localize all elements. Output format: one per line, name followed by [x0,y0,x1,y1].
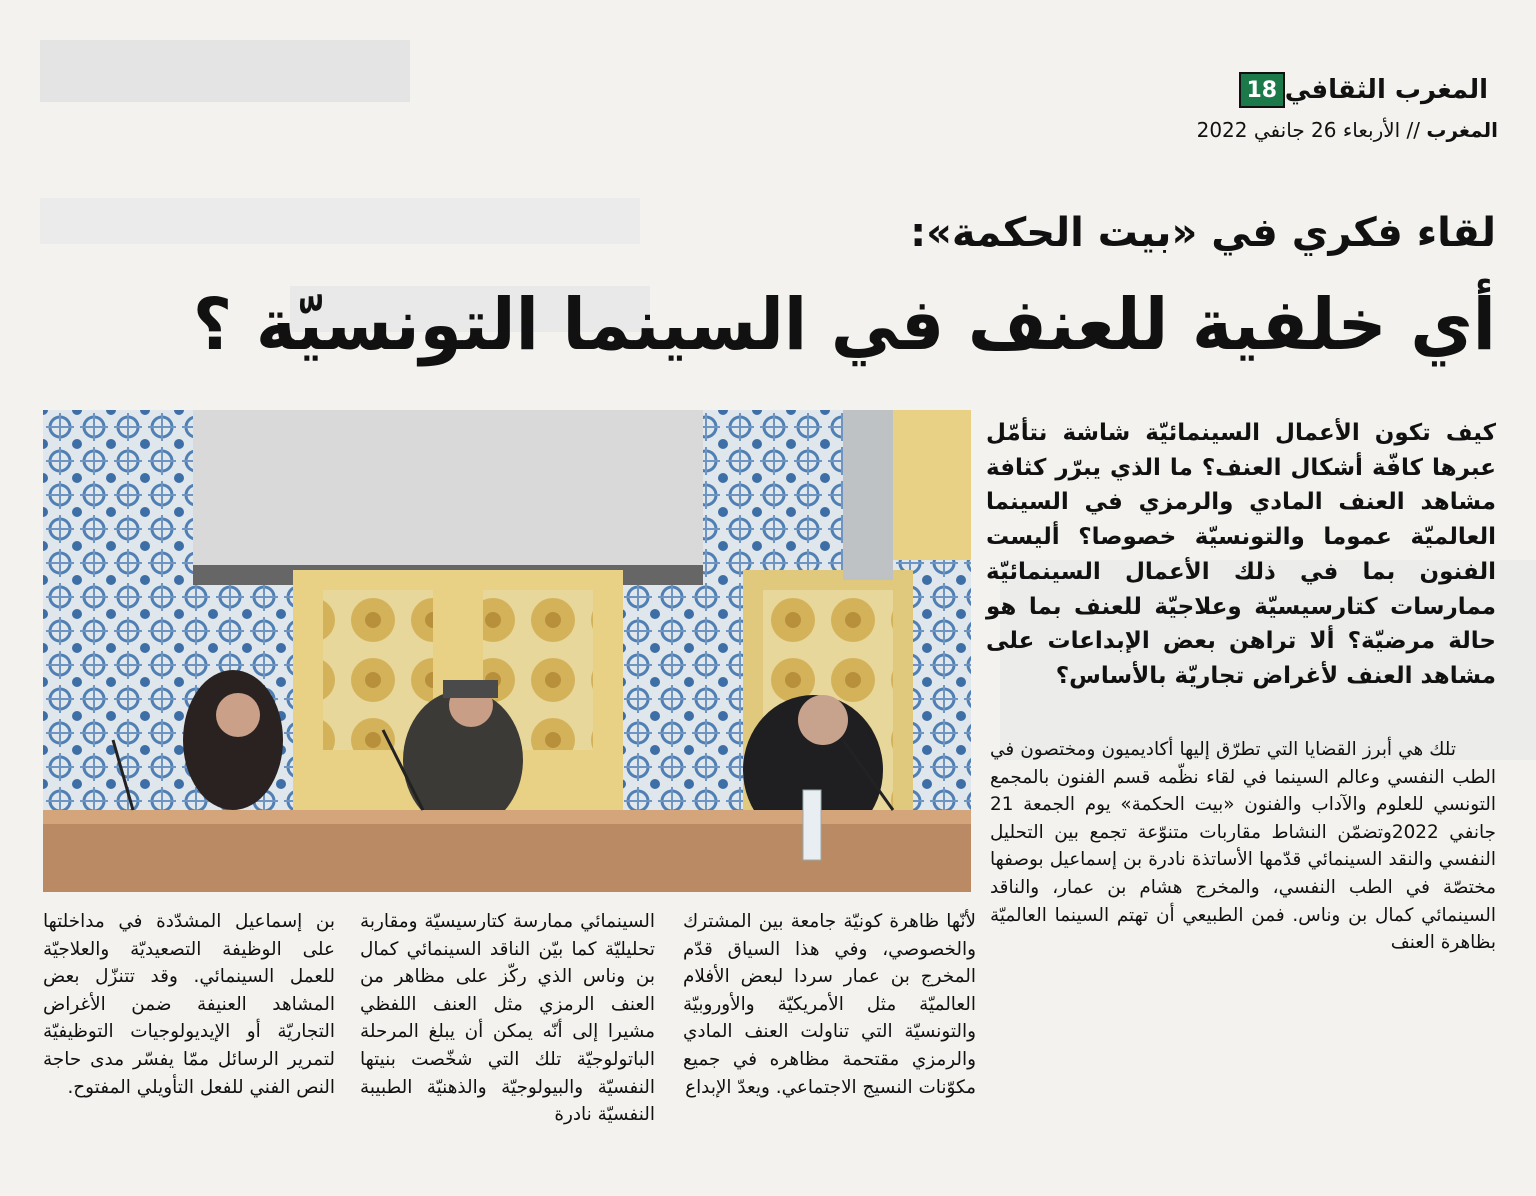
bleed-through-block [40,40,410,102]
section-title: المغرب الثقافي [1284,75,1488,105]
page-header [1239,72,1498,108]
article-kicker: لقاء فكري في «بيت الحكمة»: [910,210,1496,256]
column-3-text: السينمائي ممارسة كتارسيسيّة ومقاربة تحليليّة كما بيّن الناقد السينمائي كمال بن وناس الذي ركّز على مظاهر من العنف الرمزي مثل العنف اللفظي مشيرا إلى أنّه يمكن أن يبلغ المرحلة الباتولوجيّة تلك التي شخّصت بنيتها النفسيّة والبيولوجيّة والذهنيّة الطبيبة النفسيّة نادرة [360,911,655,1126]
dateline [1197,118,1498,142]
article-headline: أي خلفية للعنف في السينما التونسيّة ؟ [192,284,1496,367]
page-number-badge: 18 [1239,72,1285,108]
paper-name: المغرب [1426,118,1498,142]
column-4-text: بن إسماعيل المشدّدة في مداخلتها على الوظيفة التصعيديّة والعلاجيّة للعمل السينمائي. وقد تتنزّل بعض المشاهد العنيفة ضمن الأغراض التجاريّة أو الإيديولوجيات التوظيفيّة لتمرير الرسائل ممّا يفسّر مدى حاجة النص الفني للفعل التأويلي المفتوح. [43,911,335,1098]
conference-photo-illustration [43,410,971,892]
article-column-1 [990,736,1496,957]
article-photo [43,410,971,892]
article-column-2 [683,908,976,1101]
article-lead: كيف تكون الأعمال السينمائيّة شاشة نتأمّل عبرها كافّة أشكال العنف؟ ما الذي يبرّر كثافة مشاهد العنف المادي والرمزي في السينما العالميّة عموما والتونسيّة خصوصا؟ أليست الفنون بما في ذلك الأعمال السينمائيّة ممارسات كتارسيسيّة وعلاجيّة للعنف بما هو حالة مرضيّة؟ ألا تراهن بعض الإبداعات على مشاهد العنف لأغراض تجاريّة بالأساس؟ [986,420,1496,689]
issue-date: // الأربعاء 26 جانفي 2022 [1196,118,1421,142]
column-1-text: تلك هي أبرز القضايا التي تطرّق إليها أكاديميون ومختصون في الطب النفسي وعالم السينما في لقاء نظّمه قسم الفنون بالمجمع التونسي للعلوم والآداب والفنون «بيت الحكمة» يوم الجمعة 21 جانفي 2022وتضمّن النشاط مقاربات متنوّعة تجمع بين التحليل النفسي والنقد السينمائي قدّمها الأساتذة نادرة بن إسماعيل بوصفها مختصّة في الطب النفسي، والمخرج هشام بن عمار، والناقد السينمائي كمال بن وناس. فمن الطبيعي أن تهتم السينما العالميّة بظاهرة العنف [990,739,1496,954]
column-2-text: لأنّها ظاهرة كونيّة جامعة بين المشترك والخصوصي، وفي هذا السياق قدّم المخرج بن عمار سردا لبعض الأفلام العالميّة مثل الأمريكيّة والأوروبيّة والتونسيّة التي تناولت العنف المادي والرمزي مقتحمة مظاهره في جميع مكوّنات النسيج الاجتماعي. ويعدّ الإبداع [683,911,976,1098]
bleed-through-block [40,198,640,244]
article-column-3 [360,908,655,1129]
article-column-4 [43,908,335,1101]
